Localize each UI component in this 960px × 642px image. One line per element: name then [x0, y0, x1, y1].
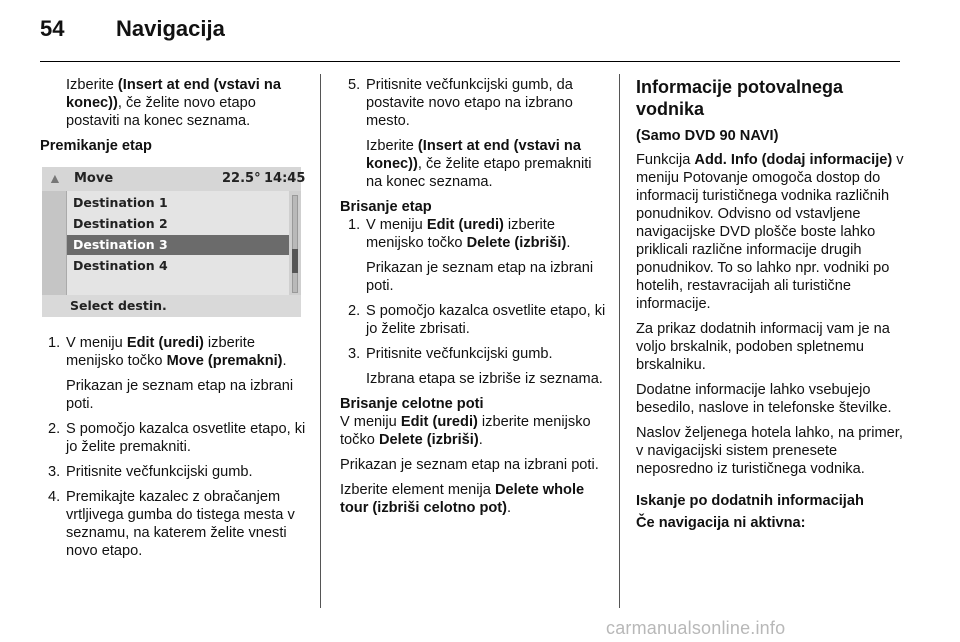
insert-at-end-paragraph: Izberite (Insert at end (vstavi na konec)), če želite novo etapo postaviti na konec seznama. — [66, 77, 281, 129]
delete-step-3-note: Izbrana etapa se izbriše iz seznama. — [366, 371, 603, 387]
delete-all-paragraph-1: V meniju Edit (uredi) izberite menijsko točko Delete (izbriši). — [340, 414, 591, 448]
destination-item[interactable]: Destination 4 — [73, 258, 168, 273]
column-2 — [340, 76, 608, 524]
page-header — [40, 14, 920, 50]
watermark: carmanualsonline.info — [606, 618, 786, 638]
column-divider-2 — [619, 74, 620, 608]
step-4: 4. Premikajte kazalec z obračanjem vrtljivega gumba do tistega mesta v seznamu, na katerem želite vnesti novo etapo. — [48, 489, 295, 559]
scrollbar-thumb[interactable] — [292, 249, 298, 273]
destination-list — [66, 191, 289, 295]
step-1: 1. V meniju Edit (uredi) izberite menijsko točko Move (premakni). — [48, 335, 287, 369]
step-5: 5. Pritisnite večfunkcijski gumb, da postavite novo etapo na izbrano mesto. — [348, 77, 573, 129]
travel-guide-paragraph-4: Naslov željenega hotela lahko, na primer, v navigacijski sistem prenesete neposredno iz turističnega vodnika. — [636, 425, 903, 477]
up-arrow-icon: ▲ — [48, 170, 62, 186]
delete-step-2: 2. S pomočjo kazalca osvetlite etapo, ki jo želite zbrisati. — [348, 303, 606, 337]
step-3: 3. Pritisnite večfunkcijski gumb. — [48, 464, 253, 480]
step-1-note: Prikazan je seznam etap na izbrani poti. — [66, 378, 294, 412]
destination-item-selected[interactable]: Destination 3 — [67, 235, 289, 255]
page-number: 54 — [40, 16, 65, 41]
section-subtitle: (Samo DVD 90 NAVI) — [636, 128, 779, 144]
column-1 — [40, 76, 310, 162]
delete-step-3: 3. Pritisnite večfunkcijski gumb. — [348, 346, 553, 362]
section-heading-search: Iskanje po dodatnih informacijah — [636, 493, 864, 509]
screen-title-bar — [42, 167, 306, 191]
screen-title: Move — [74, 171, 114, 186]
section-title-travel-guide: Informacije potovalnega vodnika — [636, 77, 844, 119]
delete-step-1-note: Prikazan je seznam etap na izbrani poti. — [366, 260, 594, 294]
column-3 — [636, 76, 908, 539]
screen-footer — [42, 295, 301, 317]
header-rule — [40, 61, 900, 62]
travel-guide-paragraph-3: Dodatne informacije lahko vsebujejo besedilo, naslove in telefonske številke. — [636, 382, 892, 416]
section-heading-delete-all: Brisanje celotne poti — [340, 396, 484, 412]
travel-guide-paragraph-1: Funkcija Add. Info (dodaj informacije) v meniju Potovanje omogoča dostop do informacij turističnega vodnika različnih ponudnikov. Odvisno od vstavljene navigacijske DVD plošče boste lahko priklicali različne informacije drugih ponudnikov. To so lahko npr. vodniki po hotelih, restavracijah ali turistične informacije. — [636, 152, 904, 312]
screen-footer-label: Select destin. — [70, 298, 167, 313]
step-2: 2. S pomočjo kazalca osvetlite etapo, ki jo želite premakniti. — [48, 421, 306, 455]
destination-item[interactable]: Destination 1 — [73, 195, 168, 210]
delete-all-paragraph-3: Izberite element menija Delete whole tour (izbriši celotno pot). — [340, 482, 585, 516]
section-heading-move: Premikanje etap — [40, 138, 152, 154]
travel-guide-paragraph-2: Za prikaz dodatnih informacij vam je na voljo brskalnik, podoben spletnemu brskalniku. — [636, 321, 890, 373]
scrollbar-track[interactable] — [292, 195, 298, 293]
screen-time: 14:45 — [264, 171, 306, 186]
device-screen-image — [42, 167, 306, 317]
screen-heading-value: 22.5° — [222, 171, 261, 186]
page-title: Navigacija — [116, 16, 225, 41]
step-5-note: Izberite (Insert at end (vstavi na konec)), če želite etapo premakniti na konec seznama. — [366, 138, 592, 190]
column-divider-1 — [320, 74, 321, 608]
destination-item[interactable]: Destination 2 — [73, 216, 168, 231]
column-1-steps — [40, 334, 310, 567]
section-heading-delete: Brisanje etap — [340, 199, 432, 215]
section-heading-nav-inactive: Če navigacija ni aktivna: — [636, 515, 806, 531]
delete-all-paragraph-2: Prikazan je seznam etap na izbrani poti. — [340, 457, 599, 473]
screen-side-panel — [42, 191, 66, 295]
delete-step-1: 1. V meniju Edit (uredi) izberite menijsko točko Delete (izbriši). — [348, 217, 571, 251]
